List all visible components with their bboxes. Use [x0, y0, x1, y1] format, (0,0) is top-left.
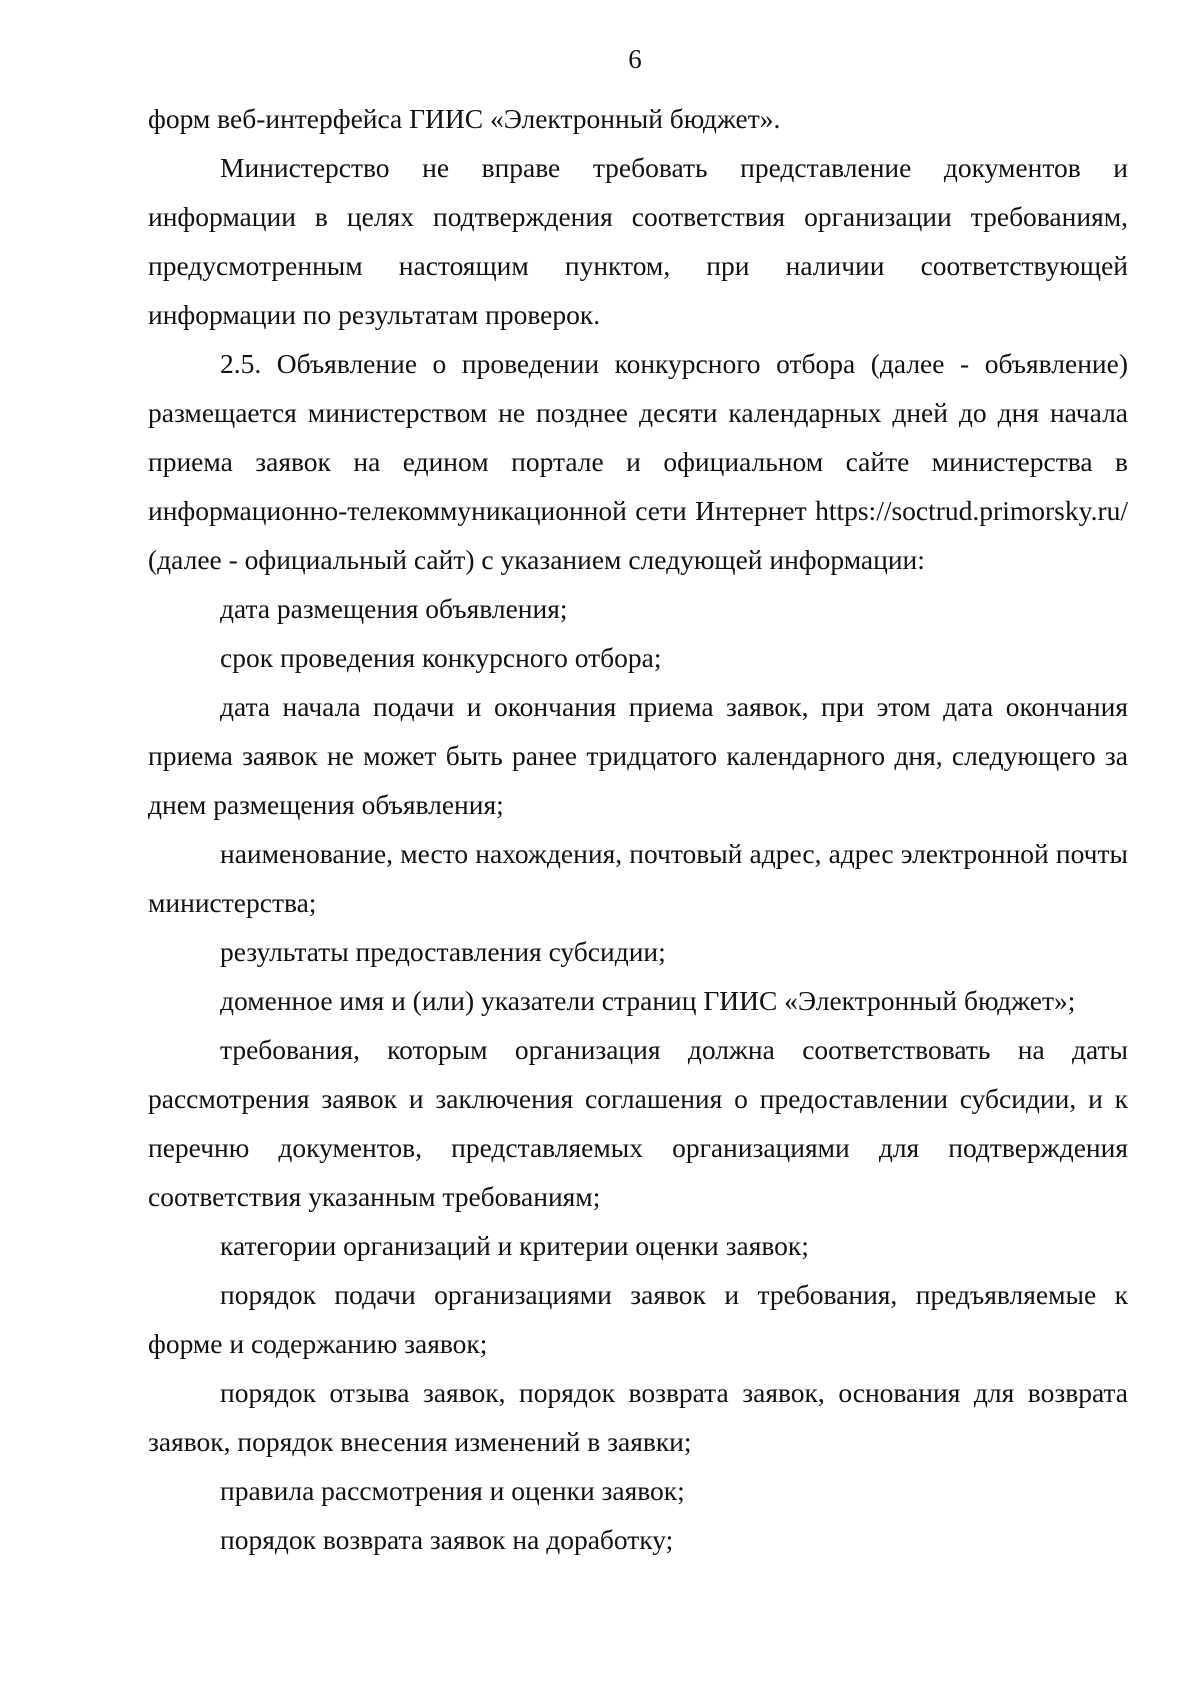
- list-item-domain-name: доменное имя и (или) указатели страниц ГИИС «Электронный бюджет»;: [220, 985, 1076, 1016]
- page-number: 6: [628, 44, 642, 74]
- paragraph-ministry-rights: Министерство не вправе требовать представление документов и информации в целях подтверждения соответствия организации требованиям, предусмотренным настоящим пунктом, при наличии соответствующей информации по результатам проверок.: [148, 152, 1128, 330]
- paragraph-2-5-announcement: 2.5. Объявление о проведении конкурсного отбора (далее - объявление) размещается министерством не позднее десяти календарных дней до дня начала приема заявок на едином портале и официальном сайте министерства в информационно-телекоммуникационной сети Интернет https://soctrud.primorsky.ru/ (далее - официальный сайт) с указанием следующей информации:: [148, 348, 1128, 575]
- list-item-application-dates: дата начала подачи и окончания приема заявок, при этом дата окончания приема заявок не может быть ранее тридцатого календарного дня, следующего за днем размещения объявления;: [148, 691, 1128, 820]
- list-item-withdrawal-procedure: порядок отзыва заявок, порядок возврата заявок, основания для возврата заявок, порядок внесения изменений в заявки;: [148, 1377, 1128, 1457]
- list-item-publication-date: дата размещения объявления;: [220, 593, 568, 624]
- list-item-requirements: требования, которым организация должна соответствовать на даты рассмотрения заявок и заключения соглашения о предоставлении субсидии, и к перечню документов, представляемых организациями для подтверждения соответствия указанным требованиям;: [148, 1034, 1128, 1212]
- list-item-ministry-contacts: наименование, место нахождения, почтовый адрес, адрес электронной почты министерства;: [148, 838, 1128, 918]
- list-item-subsidy-results: результаты предоставления субсидии;: [220, 936, 666, 967]
- list-item-review-rules: правила рассмотрения и оценки заявок;: [220, 1475, 685, 1506]
- list-item-categories-criteria: категории организаций и критерии оценки заявок;: [220, 1230, 809, 1261]
- document-body: [148, 94, 1128, 1564]
- list-item-submission-procedure: порядок подачи организациями заявок и требования, предъявляемые к форме и содержанию заявок;: [148, 1279, 1128, 1359]
- list-item-selection-period: срок проведения конкурсного отбора;: [220, 642, 662, 673]
- paragraph-continuation: форм веб-интерфейса ГИИС «Электронный бюджет».: [148, 103, 781, 134]
- list-item-return-for-revision: порядок возврата заявок на доработку;: [220, 1524, 674, 1555]
